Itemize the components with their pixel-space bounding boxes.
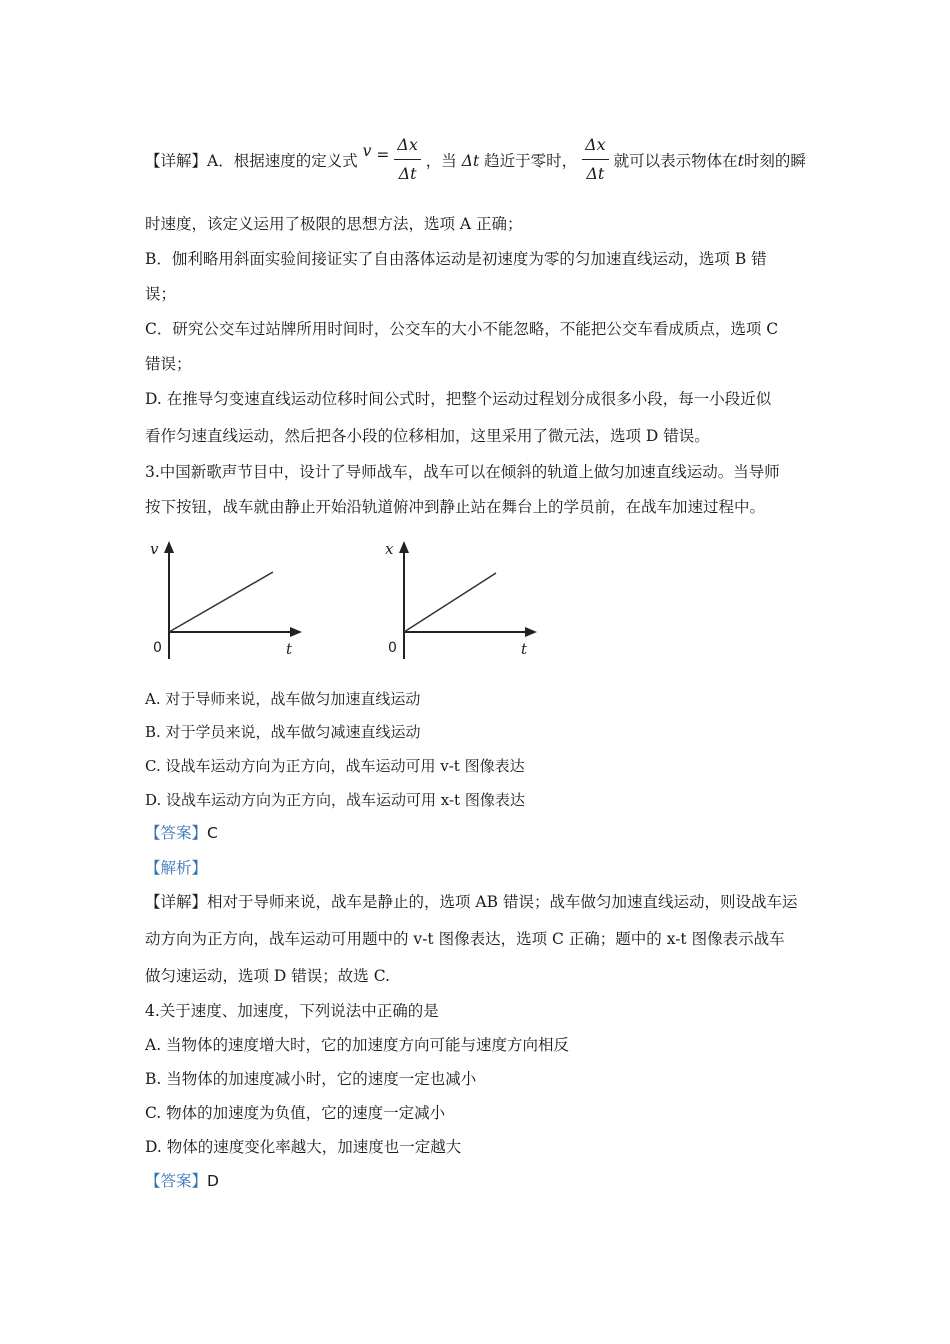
xt-y-arrow	[399, 541, 409, 553]
fraction-denominator-2: Δt	[586, 163, 605, 183]
detail-line-1	[145, 135, 806, 188]
q4-answer-label: 【答案】	[145, 1172, 208, 1190]
detail-line-5: C．研究公交车过站牌所用时间时，公交车的大小不能忽略，不能把公交车看成质点，选项 C	[145, 320, 779, 338]
detail-line-6: 错误；	[145, 355, 192, 373]
q3-option-a: A. 对于导师来说，战车做匀加速直线运动	[145, 690, 421, 708]
xt-y-label: x	[385, 540, 394, 558]
q3-answer-label: 【答案】	[145, 824, 208, 842]
vt-graph	[140, 535, 310, 665]
xt-x-label: t	[521, 640, 528, 658]
q4-option-b: B. 当物体的加速度减小时，它的速度一定也减小	[145, 1070, 477, 1088]
detail-line-4: 误；	[145, 285, 177, 303]
q3-option-c: C. 设战车运动方向为正方向，战车运动可用 v-t 图像表达	[145, 757, 525, 775]
detail-prefix: 【详解】A．根据速度的定义式	[145, 152, 358, 170]
q3-detail-2: 动方向为正方向，战车运动可用题中的 v-t 图像表达，选项 C 正确；题中的 x-t 图像表示战车	[145, 930, 785, 948]
q3-stem-2: 按下按钮，战车就由静止开始沿轨道俯冲到静止站在舞台上的学员前，在战车加速过程中。	[145, 498, 766, 516]
xt-x-arrow	[525, 627, 537, 637]
vt-y-arrow	[164, 541, 174, 553]
detail-mid-2: 趋近于零时，	[484, 152, 578, 170]
q3-option-d: D. 设战车运动方向为正方向，战车运动可用 x-t 图像表达	[145, 791, 525, 809]
detail-mid-1: ，当	[425, 152, 457, 170]
symbol-v: v	[362, 142, 372, 160]
detail-tail: 时刻的瞬	[743, 152, 806, 170]
vt-origin: 0	[153, 640, 162, 656]
xt-origin: 0	[388, 640, 397, 656]
detail-line-2: 时速度，该定义运用了极限的思想方法，选项 A 正确；	[145, 215, 523, 233]
q3-detail-1: 【详解】相对于导师来说，战车是静止的，选项 AB 错误；战车做匀加速直线运动，则设战车运	[145, 893, 798, 911]
fraction-dx-dt	[394, 134, 421, 185]
symbol-t: t	[737, 152, 744, 170]
fraction-numerator-2: Δx	[582, 134, 609, 160]
q4-option-d: D. 物体的速度变化率越大，加速度也一定越大	[145, 1138, 462, 1156]
q3-answer-value: C	[207, 824, 218, 842]
xt-line	[404, 573, 496, 632]
detail-line-3: B．伽利略用斜面实验间接证实了自由落体运动是初速度为零的匀加速直线运动，选项 B 错	[145, 250, 767, 268]
q3-answer	[145, 823, 218, 843]
q3-analysis-label: 【解析】	[145, 859, 208, 877]
q4-option-a: A. 当物体的速度增大时，它的加速度方向可能与速度方向相反	[145, 1036, 570, 1054]
fraction-dx-dt-2	[582, 134, 609, 185]
fraction-numerator: Δx	[394, 134, 421, 160]
q3-option-b: B. 对于学员来说，战车做匀减速直线运动	[145, 723, 421, 741]
q3-detail-3: 做匀速运动，选项 D 错误；故选 C.	[145, 967, 390, 985]
detail-mid-3: 就可以表示物体在	[613, 152, 738, 170]
q3-stem-1: 3.中国新歌声节目中，设计了导师战车，战车可以在倾斜的轨道上做匀加速直线运动。当导师	[145, 463, 780, 481]
fraction-denominator: Δt	[398, 163, 417, 183]
q4-answer-value: D	[207, 1172, 219, 1190]
detail-line-7: D. 在推导匀变速直线运动位移时间公式时，把整个运动过程划分成很多小段，每一小段近似	[145, 390, 772, 408]
symbol-dt: Δt	[461, 152, 480, 170]
q4-stem: 4.关于速度、加速度，下列说法中正确的是	[145, 1002, 439, 1020]
vt-line	[169, 572, 273, 632]
q4-option-c: C. 物体的加速度为负值，它的速度一定减小	[145, 1104, 446, 1122]
vt-y-label: v	[150, 540, 159, 558]
vt-x-arrow	[290, 627, 302, 637]
vt-x-label: t	[286, 640, 293, 658]
symbol-eq: =	[376, 146, 390, 164]
detail-line-8: 看作匀速直线运动，然后把各小段的位移相加，这里采用了微元法，选项 D 错误。	[145, 427, 710, 445]
xt-graph	[375, 535, 545, 665]
q4-answer	[145, 1171, 219, 1191]
